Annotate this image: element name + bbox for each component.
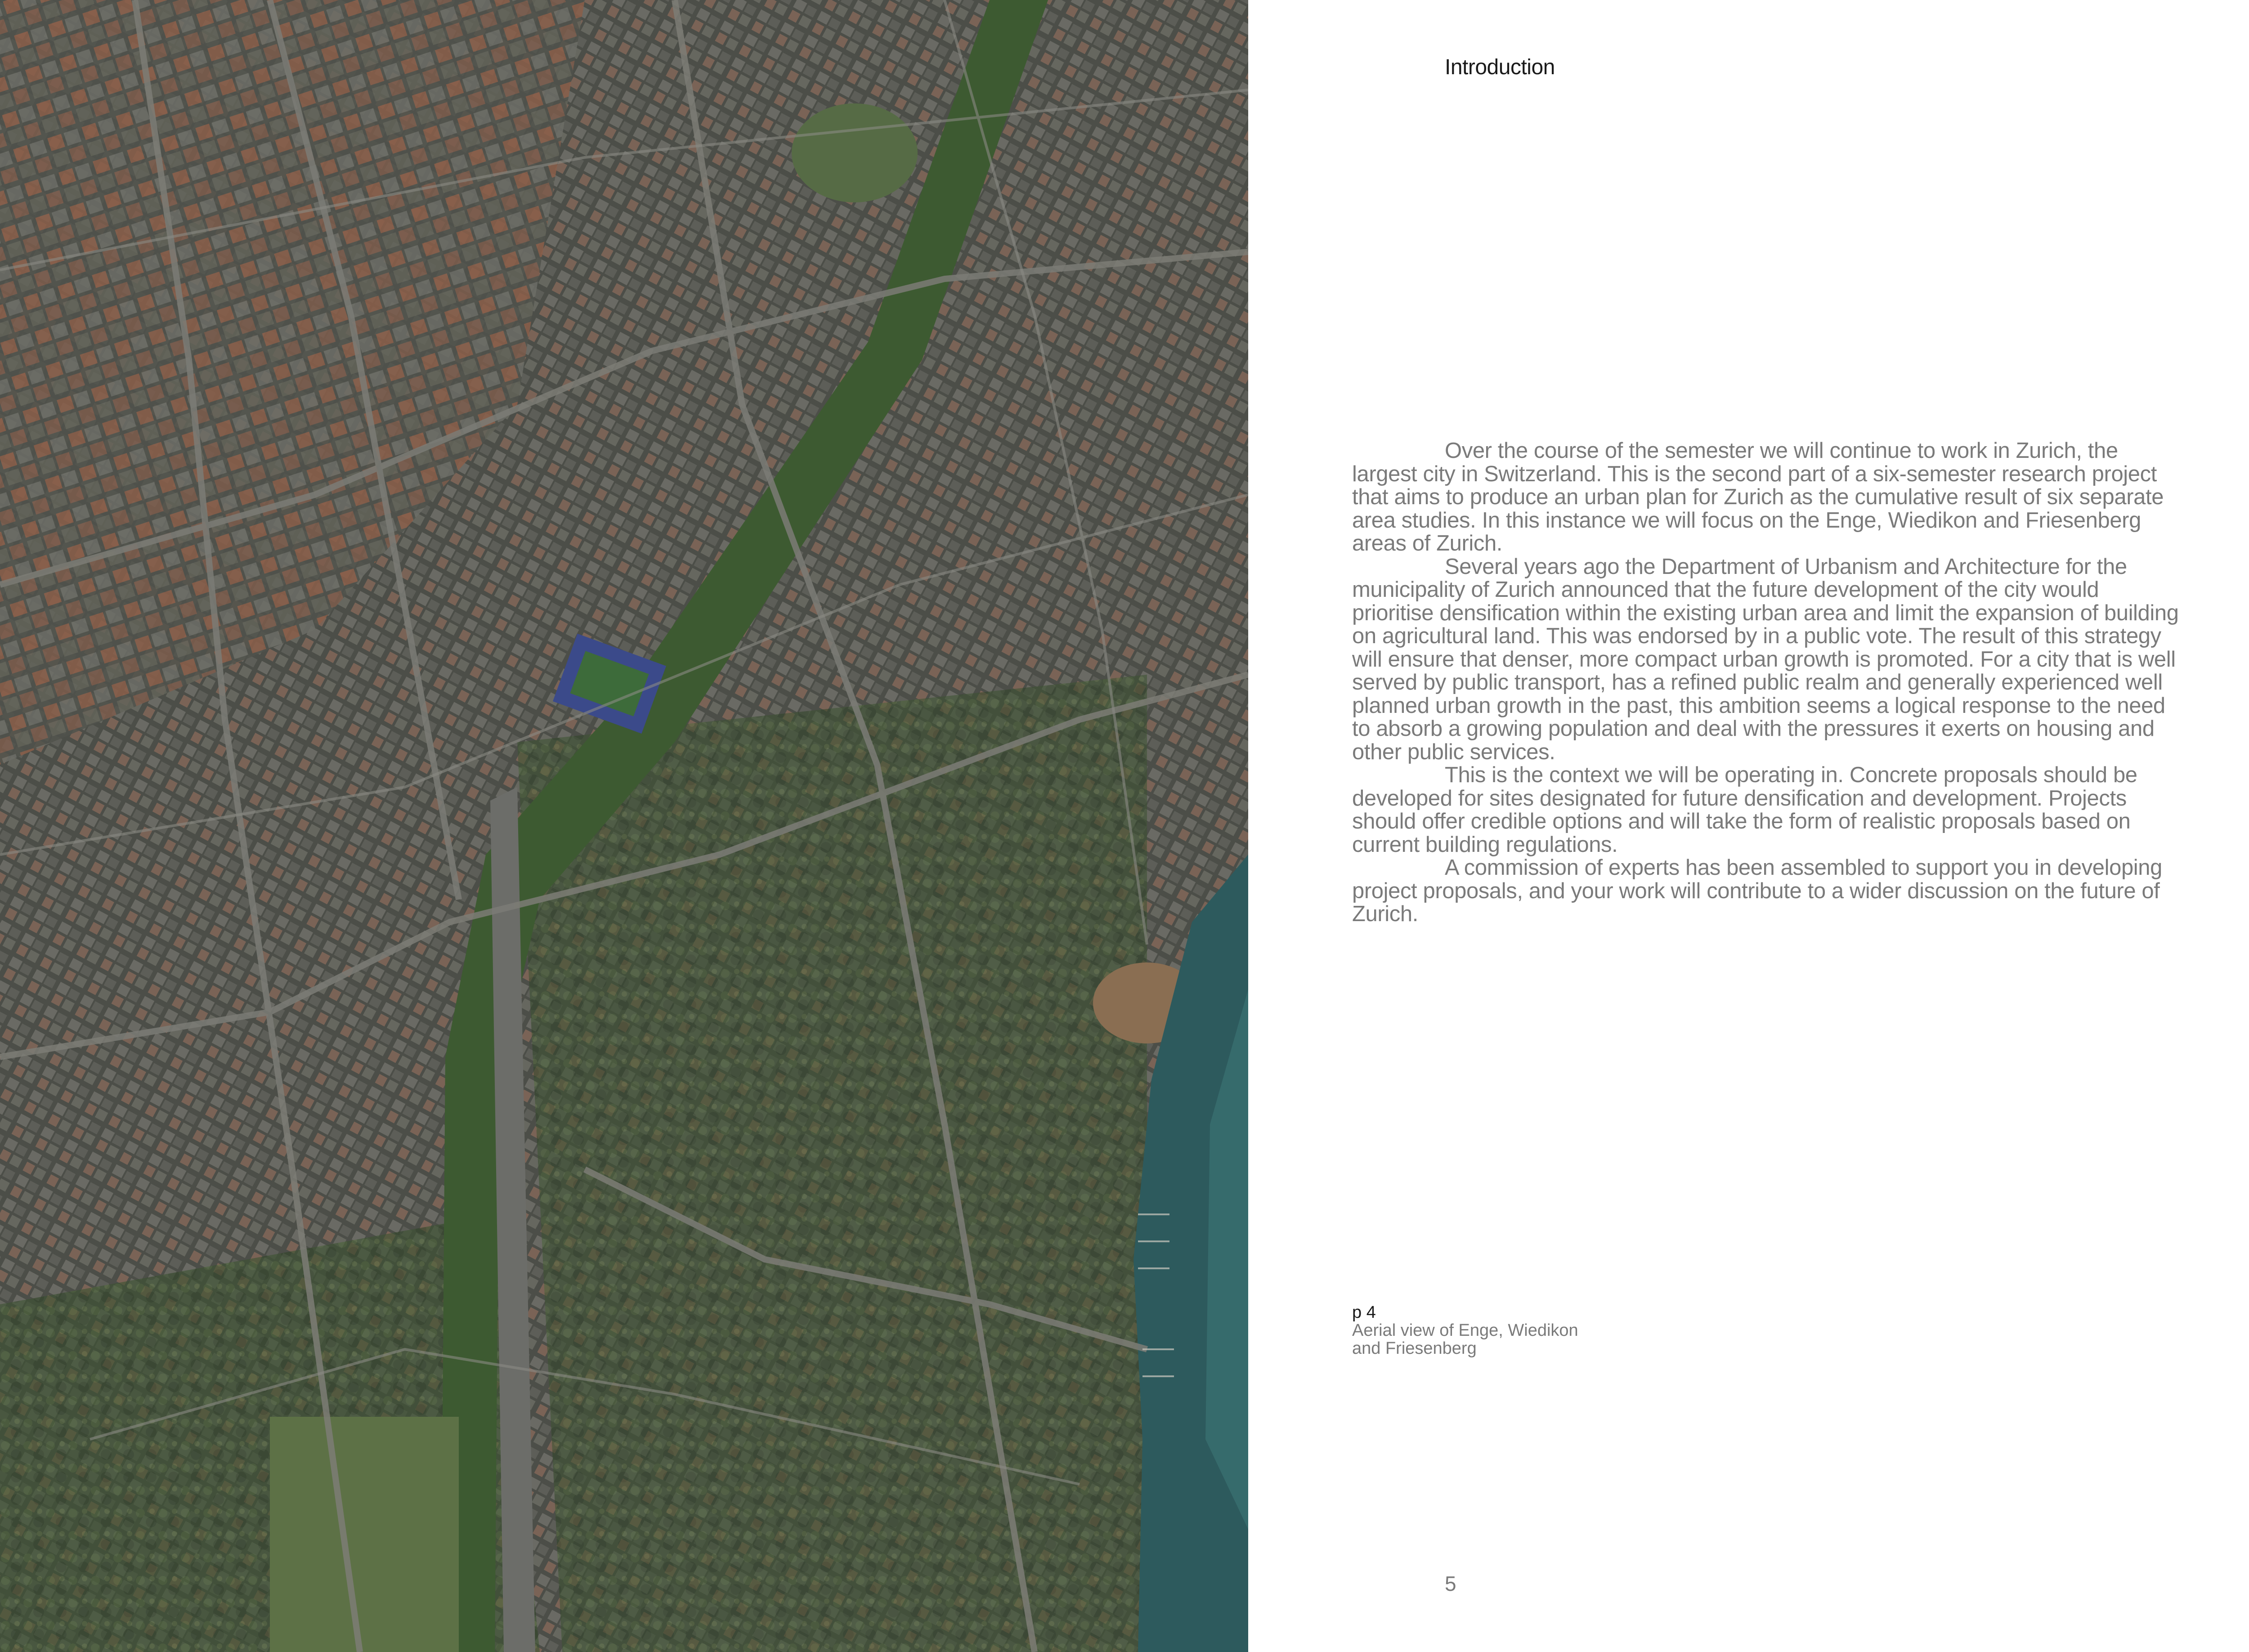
caption-line-1: Aerial view of Enge, Wiedikon (1352, 1321, 1578, 1340)
figure-caption (1352, 1303, 1622, 1357)
section-title: Introduction (1445, 55, 1555, 79)
paragraph-3: This is the context we will be operating in. Concrete proposals should be developed for sites designated for future densification and development. Projects should offer credible options and will take the form of realistic proposals based on current building regulations. (1352, 763, 2137, 857)
paragraph-2: Several years ago the Department of Urbanism and Architecture for the municipality of Zurich announced that the future development of the city would prioritise densification within the existing urban area and limit the expansion of building on agricultural land. This was endorsed by in a public vote. The result of this strategy will ensure that denser, more compact urban growth is promoted. For a city that is well served by public transport, has a refined public realm and generally experienced well planned urban growth in the past, this ambition seems a logical response to the need to absorb a growing population and deal with the pressures it exerts on housing and other public services. (1352, 554, 2179, 764)
paragraph-4: A commission of experts has been assembled to support you in developing project proposals, and your work will contribute to a wider discussion on the future of Zurich. (1352, 855, 2162, 926)
page-number: 5 (1445, 1572, 1456, 1595)
paragraph-1: Over the course of the semester we will continue to work in Zurich, the largest city in Switzerland. This is the second part of a six-semester research project that aims to produce an urban plan for Zurich as the cumulative result of six separate area studies. In this instance we will focus on the Enge, Wiedikon and Friesenberg areas of Zurich. (1352, 439, 2164, 555)
caption-line-2: and Friesenberg (1352, 1339, 1477, 1358)
caption-page-ref: p 4 (1352, 1303, 1376, 1322)
text-page (1248, 0, 2249, 1652)
introduction-body (1352, 439, 2182, 926)
